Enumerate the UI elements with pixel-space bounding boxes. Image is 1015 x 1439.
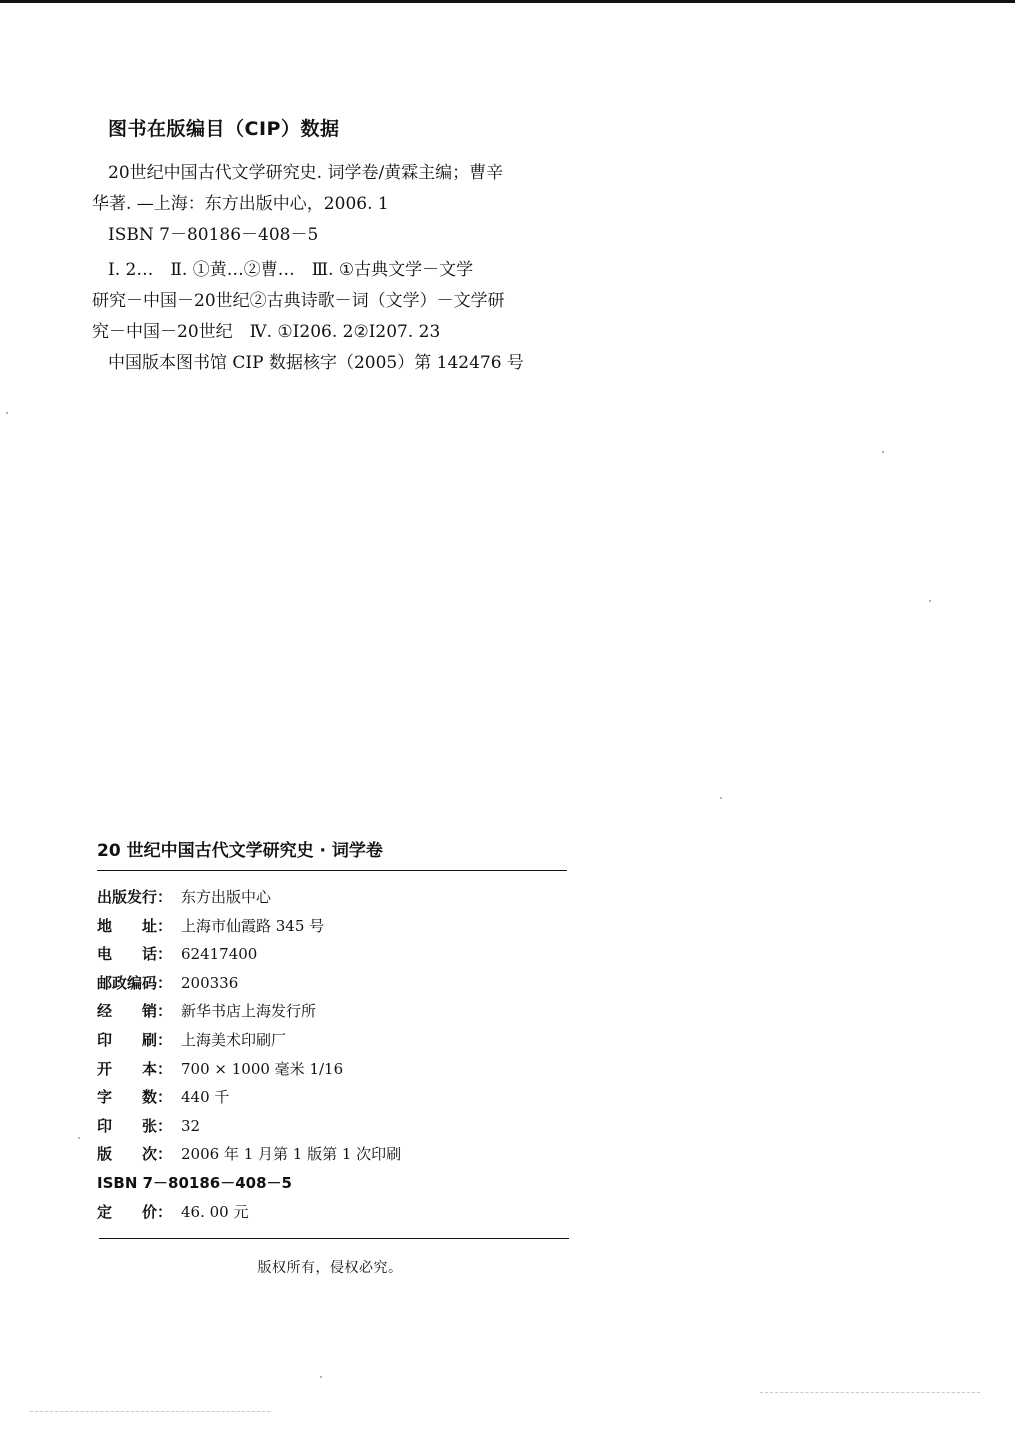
colophon-row-distributor [97,997,569,1026]
title-divider [97,870,567,871]
colophon-row-publisher [97,883,569,912]
colophon-row-phone [97,940,569,969]
cip-heading: 图书在版编目（CIP）数据 [108,118,340,140]
scan-bottom-noise [30,1411,270,1412]
cip-classification-line-3: 究－中国－20世纪 Ⅳ. ①I206. 2②I207. 23 [92,322,441,342]
colophon-isbn: ISBN 7－80186－408－5 [97,1173,292,1192]
scan-top-border [0,0,1015,3]
colophon-block [97,836,569,1277]
row-label: 邮政编码： [97,973,173,992]
colophon-row-postcode [97,969,569,998]
copyright-notice: 版权所有，侵权必究。 [257,1260,403,1277]
cip-block [92,114,562,379]
row-label: 版 次： [97,1145,173,1164]
row-value: 440 千 [181,1088,230,1107]
row-value: 62417400 [181,945,258,964]
row-value: 上海美术印刷厂 [181,1030,287,1049]
colophon-row-word-count [97,1083,569,1112]
scan-speck [929,600,931,602]
colophon-row-price [97,1198,569,1227]
scan-speck [320,1376,322,1378]
row-label: 出版发行： [97,888,173,906]
colophon-row-format [97,1055,569,1084]
row-value: 700 × 1000 毫米 1/16 [181,1059,344,1078]
row-value: 32 [181,1116,201,1135]
cip-classification-line-1: Ⅰ. 2… Ⅱ. ①黄…②曹… Ⅲ. ①古典文学－文学 [108,260,474,280]
row-label: 电 话： [97,945,173,964]
cip-record-number: 中国版本图书馆 CIP 数据核字（2005）第 142476 号 [108,353,524,373]
row-label: 印 刷： [97,1030,173,1049]
scan-speck [720,797,722,799]
scan-speck [78,1137,80,1139]
row-value: 上海市仙霞路 345 号 [181,916,325,935]
row-value: 46. 00 元 [181,1202,249,1221]
copyright-divider [99,1238,569,1239]
row-value: 新华书店上海发行所 [181,1002,317,1021]
book-title: 20 世纪中国古代文学研究史 · 词学卷 [97,841,383,861]
cip-classification-line-2: 研究－中国－20世纪②古典诗歌－词（文学）－文学研 [92,291,505,311]
scan-bottom-noise [760,1392,980,1393]
row-label: 字 数： [97,1088,173,1107]
row-label: 印 张： [97,1116,173,1135]
colophon-row-edition [97,1140,569,1169]
cip-isbn: ISBN 7－80186－408－5 [108,225,319,245]
cip-title-line-2: 华著. —上海：东方出版中心，2006. 1 [92,194,389,214]
colophon-row-printer [97,1026,569,1055]
row-label: 经 销： [97,1002,173,1021]
cip-title-line-1: 20世纪中国古代文学研究史. 词学卷/黄霖主编；曹辛 [108,163,504,183]
row-value: 2006 年 1 月第 1 版第 1 次印刷 [181,1145,402,1164]
scan-speck [6,412,8,414]
row-label: 地 址： [97,916,173,935]
scan-speck [882,451,884,453]
row-value: 200336 [181,973,239,992]
row-label: 开 本： [97,1059,173,1078]
row-label: 定 价： [97,1202,173,1221]
colophon-row-sheets [97,1112,569,1141]
row-value: 东方出版中心 [181,888,272,906]
colophon-row-address [97,912,569,941]
